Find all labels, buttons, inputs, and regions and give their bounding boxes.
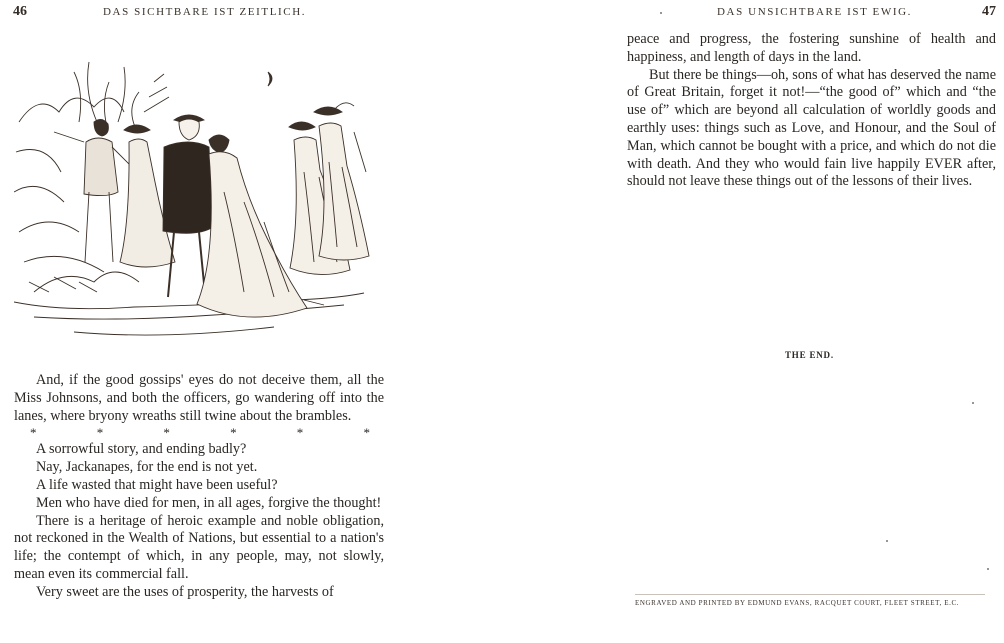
separator-star: * bbox=[363, 425, 370, 441]
paper-speck bbox=[886, 540, 888, 542]
left-page-text bbox=[14, 372, 384, 602]
printer-imprint: ENGRAVED AND PRINTED BY EDMUND EVANS, RACQUET COURT, FLEET STREET, E.C. bbox=[635, 599, 960, 607]
paper-speck bbox=[987, 568, 989, 570]
separator-star: * bbox=[163, 425, 170, 441]
paragraph-continuation: peace and progress, the fostering sunshine of health and happiness, and length of days in the land. bbox=[627, 31, 996, 65]
paragraph: A sorrowful story, and ending badly? bbox=[36, 441, 247, 458]
paragraph: Nay, Jackanapes, for the end is not yet. bbox=[36, 459, 258, 476]
separator-star: * bbox=[230, 425, 237, 441]
paragraph: Men who have died for men, in all ages, forgive the thought! bbox=[36, 494, 382, 511]
left-page bbox=[0, 0, 500, 643]
paragraph: And, if the good gossips' eyes do not deceive them, all the Miss Johnsons, and both the officers, go wandering off into the lanes, where bryony wreaths still twine about the brambles. bbox=[14, 372, 384, 424]
page-number-right: 47 bbox=[982, 4, 996, 19]
engraving-garden-party-icon bbox=[14, 52, 384, 352]
paper-speck bbox=[972, 402, 974, 404]
running-header-left: DAS SICHTBARE IST ZEITLICH. bbox=[103, 6, 307, 18]
separator-star: * bbox=[96, 425, 104, 441]
separator-star: * bbox=[30, 425, 37, 441]
separator-star: * bbox=[296, 425, 304, 441]
paragraph: Very sweet are the uses of prosperity, the harvests of bbox=[36, 583, 334, 600]
paragraph: But there be things—oh, sons of what has deserved the name of Great Britain, forget it not!—“the good of” which and “the use of” which are beyond all calculation of worldly goods and earthly uses: things such as Love, and Honour, and the Soul of Man, which cannot be bought with a price, and which do not die with death. And they who would fain live happily EVER after, should not leave these things out of the lessons of their lives. bbox=[627, 66, 996, 190]
right-page bbox=[600, 0, 1004, 643]
imprint-rule bbox=[635, 594, 985, 595]
running-header-right: DAS UNSICHTBARE IST EWIG. bbox=[717, 6, 913, 18]
the-end-label: THE END. bbox=[785, 350, 834, 360]
section-separator bbox=[14, 425, 384, 441]
paragraph: A life wasted that might have been useful? bbox=[36, 476, 278, 493]
right-page-text bbox=[627, 31, 996, 191]
paragraph: There is a heritage of heroic example and noble obligation, not reckoned in the Wealth of Nations, but essential to a nation's life; the contempt of which, in any people, may, not slowly, mean even its commercial fall. bbox=[14, 512, 384, 582]
page-number-left: 46 bbox=[13, 4, 27, 19]
paper-speck bbox=[660, 12, 662, 14]
